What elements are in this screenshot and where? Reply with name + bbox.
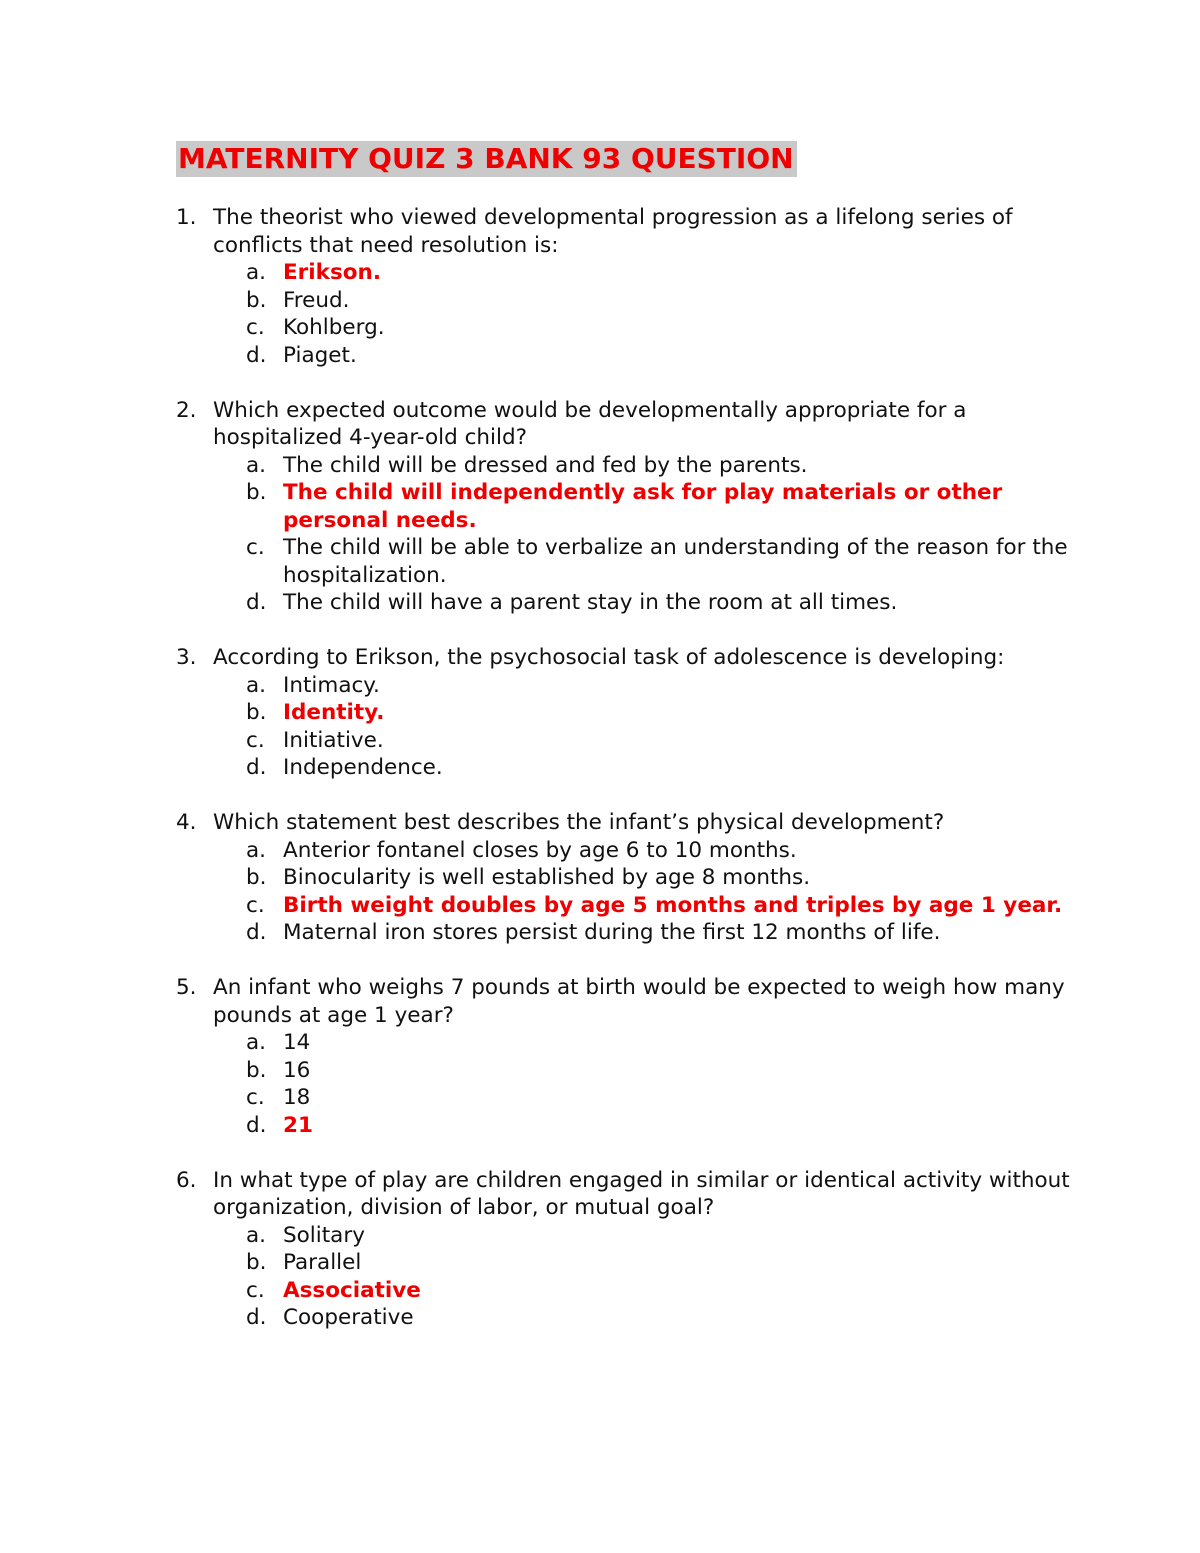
- answer-options: [213, 452, 1076, 617]
- option-text: Piaget.: [283, 342, 357, 368]
- question-number: 5.: [176, 975, 197, 1000]
- option-letter: d.: [246, 920, 267, 945]
- option-text: Identity.: [283, 700, 385, 725]
- answer-option: [213, 589, 1076, 617]
- question-text: An infant who weighs 7 pounds at birth would be expected to weigh how many pounds at age 1 year?: [213, 975, 1065, 1028]
- answer-option: [213, 837, 1076, 865]
- option-text: 18: [283, 1085, 311, 1110]
- option-letter: b.: [246, 1057, 267, 1083]
- option-text: Associative: [283, 1277, 421, 1303]
- option-letter: a.: [246, 1030, 267, 1055]
- option-letter: b.: [246, 865, 267, 890]
- question-number: 1.: [176, 205, 197, 230]
- option-text: Independence.: [283, 755, 443, 780]
- option-letter: c.: [246, 535, 265, 560]
- answer-options: [213, 837, 1076, 947]
- option-letter: d.: [246, 1305, 267, 1330]
- question-number: 3.: [176, 645, 197, 670]
- question-text: The theorist who viewed developmental progression as a lifelong series of conflicts that need resolution is:: [213, 205, 1013, 258]
- answer-option-correct: [213, 479, 1076, 534]
- option-letter: b.: [246, 1250, 267, 1275]
- answer-options: [213, 1222, 1076, 1332]
- option-letter: a.: [246, 260, 267, 285]
- option-text: Parallel: [283, 1250, 362, 1275]
- option-text: Erikson.: [283, 260, 381, 285]
- question-number: 2.: [176, 397, 197, 423]
- option-letter: b.: [246, 700, 267, 725]
- option-letter: a.: [246, 452, 267, 478]
- document-title: MATERNITY QUIZ 3 BANK 93 QUESTION: [176, 141, 797, 177]
- answer-option: [213, 1057, 1076, 1085]
- question-number: 4.: [176, 810, 197, 835]
- answer-option-correct: [213, 259, 1076, 287]
- option-text: Binocularity is well established by age 8 months.: [283, 865, 811, 890]
- option-text: Initiative.: [283, 727, 384, 753]
- answer-option: [213, 452, 1076, 480]
- option-letter: d.: [246, 590, 267, 615]
- answer-option: [213, 287, 1076, 315]
- option-text: Birth weight doubles by age 5 months and triples by age 1 year.: [283, 892, 1063, 918]
- option-letter: c.: [246, 1085, 265, 1110]
- option-text: Anterior fontanel closes by age 6 to 10 months.: [283, 837, 797, 863]
- option-letter: a.: [246, 672, 267, 698]
- question-text: According to Erikson, the psychosocial task of adolescence is developing:: [213, 645, 1005, 670]
- question-number: 6.: [176, 1167, 197, 1193]
- option-text: Freud.: [283, 287, 350, 313]
- option-text: The child will independently ask for play materials or other personal needs.: [283, 480, 1003, 533]
- option-text: 14: [283, 1030, 311, 1055]
- question-item: [176, 397, 1076, 617]
- option-text: Kohlberg.: [283, 315, 385, 340]
- option-text: The child will be dressed and fed by the parents.: [283, 452, 808, 478]
- answer-options: [213, 259, 1076, 369]
- option-letter: d.: [246, 342, 267, 368]
- question-list: [176, 204, 1076, 1359]
- question-text: Which statement best describes the infant’s physical development?: [213, 810, 945, 835]
- answer-option: [213, 864, 1076, 892]
- question-item: [176, 809, 1076, 947]
- answer-option: [213, 1222, 1076, 1250]
- option-letter: a.: [246, 837, 267, 863]
- option-text: Maternal iron stores persist during the first 12 months of life.: [283, 920, 941, 945]
- option-text: 21: [283, 1112, 313, 1138]
- question-item: [176, 1167, 1076, 1332]
- question-text: Which expected outcome would be developmentally appropriate for a hospitalized 4-year-old child?: [213, 397, 967, 450]
- answer-option: [213, 342, 1076, 370]
- answer-option: [213, 754, 1076, 782]
- option-text: Cooperative: [283, 1305, 414, 1330]
- answer-option-correct: [213, 699, 1076, 727]
- option-letter: c.: [246, 1277, 265, 1303]
- option-text: 16: [283, 1057, 311, 1083]
- answer-option-correct: [213, 1112, 1076, 1140]
- option-text: Intimacy.: [283, 672, 380, 698]
- option-text: Solitary: [283, 1222, 365, 1248]
- option-letter: c.: [246, 892, 265, 918]
- question-item: [176, 644, 1076, 782]
- answer-option: [213, 1249, 1076, 1277]
- answer-option: [213, 1029, 1076, 1057]
- answer-option: [213, 1084, 1076, 1112]
- answer-option-correct: [213, 1277, 1076, 1305]
- option-text: The child will be able to verbalize an understanding of the reason for the hospitalization.: [283, 535, 1068, 588]
- answer-option: [213, 919, 1076, 947]
- question-item: [176, 204, 1076, 369]
- answer-option: [213, 534, 1076, 589]
- option-letter: c.: [246, 315, 265, 340]
- answer-option: [213, 314, 1076, 342]
- option-letter: a.: [246, 1222, 267, 1248]
- option-letter: b.: [246, 287, 267, 313]
- answer-option-correct: [213, 892, 1076, 920]
- answer-option: [213, 672, 1076, 700]
- option-letter: d.: [246, 755, 267, 780]
- answer-option: [213, 727, 1076, 755]
- option-letter: c.: [246, 727, 265, 753]
- option-letter: d.: [246, 1112, 267, 1138]
- answer-options: [213, 672, 1076, 782]
- question-text: In what type of play are children engaged in similar or identical activity without organization, division of labor, or mutual goal?: [213, 1167, 1070, 1220]
- option-text: The child will have a parent stay in the room at all times.: [283, 590, 898, 615]
- answer-option: [213, 1304, 1076, 1332]
- question-item: [176, 974, 1076, 1139]
- option-letter: b.: [246, 480, 267, 505]
- answer-options: [213, 1029, 1076, 1139]
